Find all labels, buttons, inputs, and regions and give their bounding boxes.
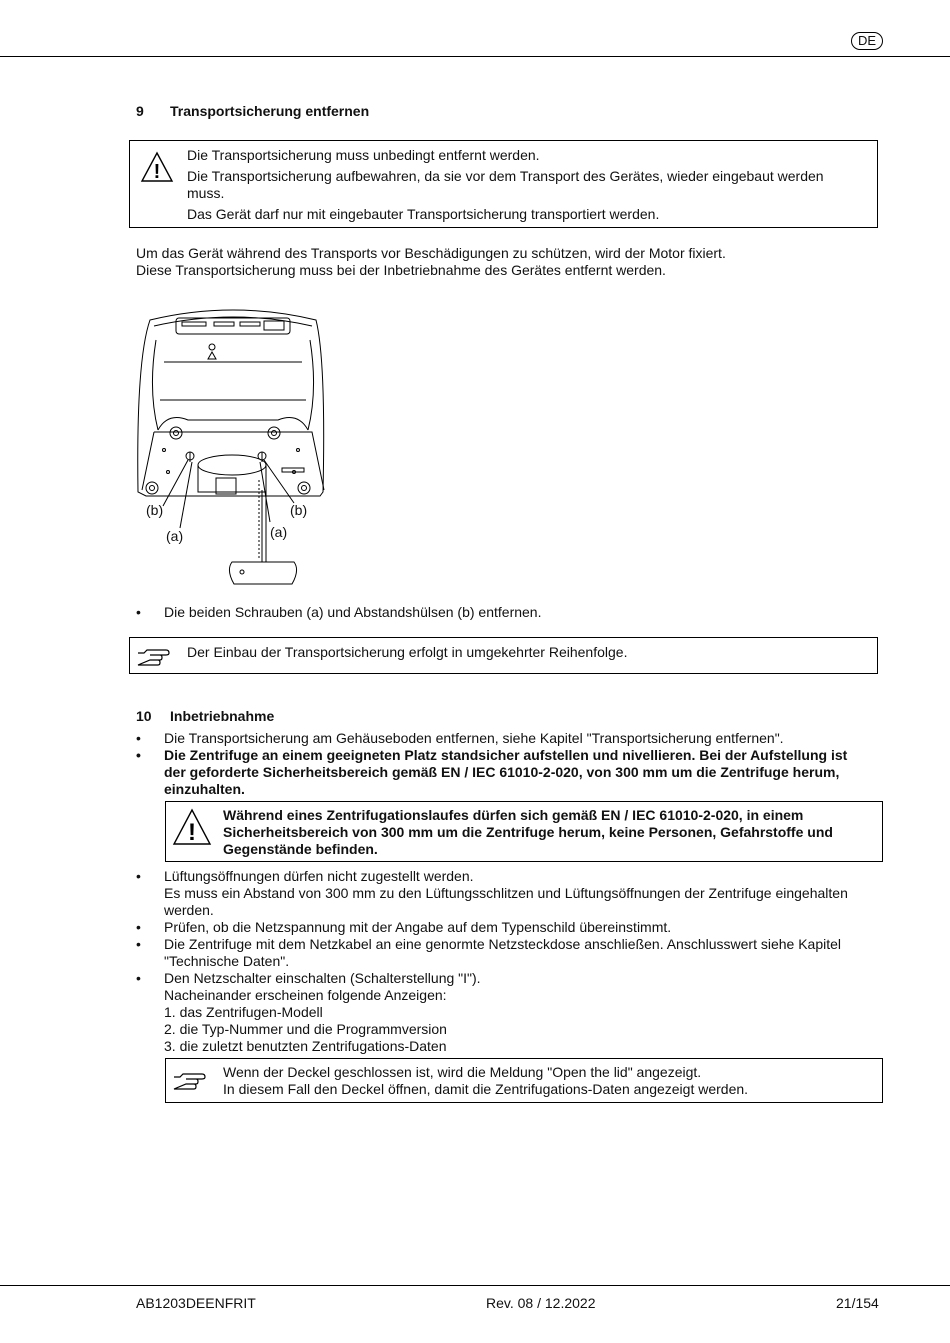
header-divider [0, 56, 950, 57]
figure-label-a-right: (a) [270, 524, 288, 540]
note-text: Der Einbau der Transportsicherung erfolgt in umgekehrter Reihenfolge. [187, 644, 628, 660]
bullet-icon: • [136, 868, 141, 884]
footer-divider [0, 1285, 950, 1286]
footer-page-number: 21/154 [836, 1295, 879, 1311]
bullet-icon: • [136, 730, 141, 746]
section-10-title: Inbetriebnahme [170, 708, 275, 724]
svg-text:!: ! [153, 161, 161, 183]
note-box [129, 637, 878, 674]
pointing-hand-icon [172, 1071, 206, 1091]
figure-label-a-left: (a) [166, 528, 184, 544]
warning-line: Das Gerät darf nur mit eingebauter Transportsicherung transportiert werden. [187, 206, 660, 222]
bullet-icon: • [136, 747, 141, 763]
note-line: In diesem Fall den Deckel öffnen, damit die Zentrifugations-Daten angezeigt werden. [223, 1081, 749, 1097]
section-9-heading [136, 103, 369, 119]
section-10-number: 10 [136, 708, 152, 724]
warning-line: Während eines Zentrifugationslaufes dürfen sich gemäß EN / IEC 61010-2-020, in einem [223, 807, 804, 823]
warning-line: Sicherheitsbereich von 300 mm um die Zentrifuge herum, keine Personen, Gefahrstoffe und [223, 824, 833, 840]
language-badge: DE [851, 32, 883, 50]
intro-paragraph-line: Diese Transportsicherung muss bei der Inbetriebnahme des Gerätes entfernt werden. [136, 262, 666, 278]
warning-line: Die Transportsicherung muss unbedingt entfernt werden. [187, 147, 540, 163]
section-9-title: Transportsicherung entfernen [170, 103, 370, 119]
pointing-hand-icon [136, 647, 170, 667]
warning-line: Gegenstände befinden. [223, 841, 378, 857]
figure-label-b-left: (b) [146, 502, 164, 518]
note-line: Wenn der Deckel geschlossen ist, wird die Meldung "Open the lid" angezeigt. [223, 1064, 702, 1080]
footer-doc-id: AB1203DEENFRIT [136, 1295, 256, 1311]
bullet-icon: • [136, 970, 141, 986]
footer-revision: Rev. 08 / 12.2022 [486, 1295, 596, 1311]
svg-text:!: ! [188, 819, 196, 846]
warning-line: muss. [187, 185, 225, 201]
warning-triangle-icon [140, 151, 174, 183]
bullet-icon: • [136, 604, 141, 620]
warning-line: Die Transportsicherung aufbewahren, da sie vor dem Transport des Gerätes, wieder eingebaut werden [187, 168, 824, 184]
bullet-icon: • [136, 936, 141, 952]
bullet-icon: • [136, 919, 141, 935]
section-10-heading [136, 708, 274, 724]
warning-triangle-icon [172, 808, 212, 846]
section-9-number: 9 [136, 103, 144, 119]
intro-paragraph-line: Um das Gerät während des Transports vor Beschädigungen zu schützen, wird der Motor fixiert. [136, 245, 726, 261]
safety-zone-warning-box [165, 801, 883, 862]
centrifuge-transport-lock-figure [128, 300, 338, 595]
figure-label-b-right: (b) [290, 502, 308, 518]
transport-warning-box [129, 140, 878, 228]
lid-note-box [165, 1058, 883, 1103]
